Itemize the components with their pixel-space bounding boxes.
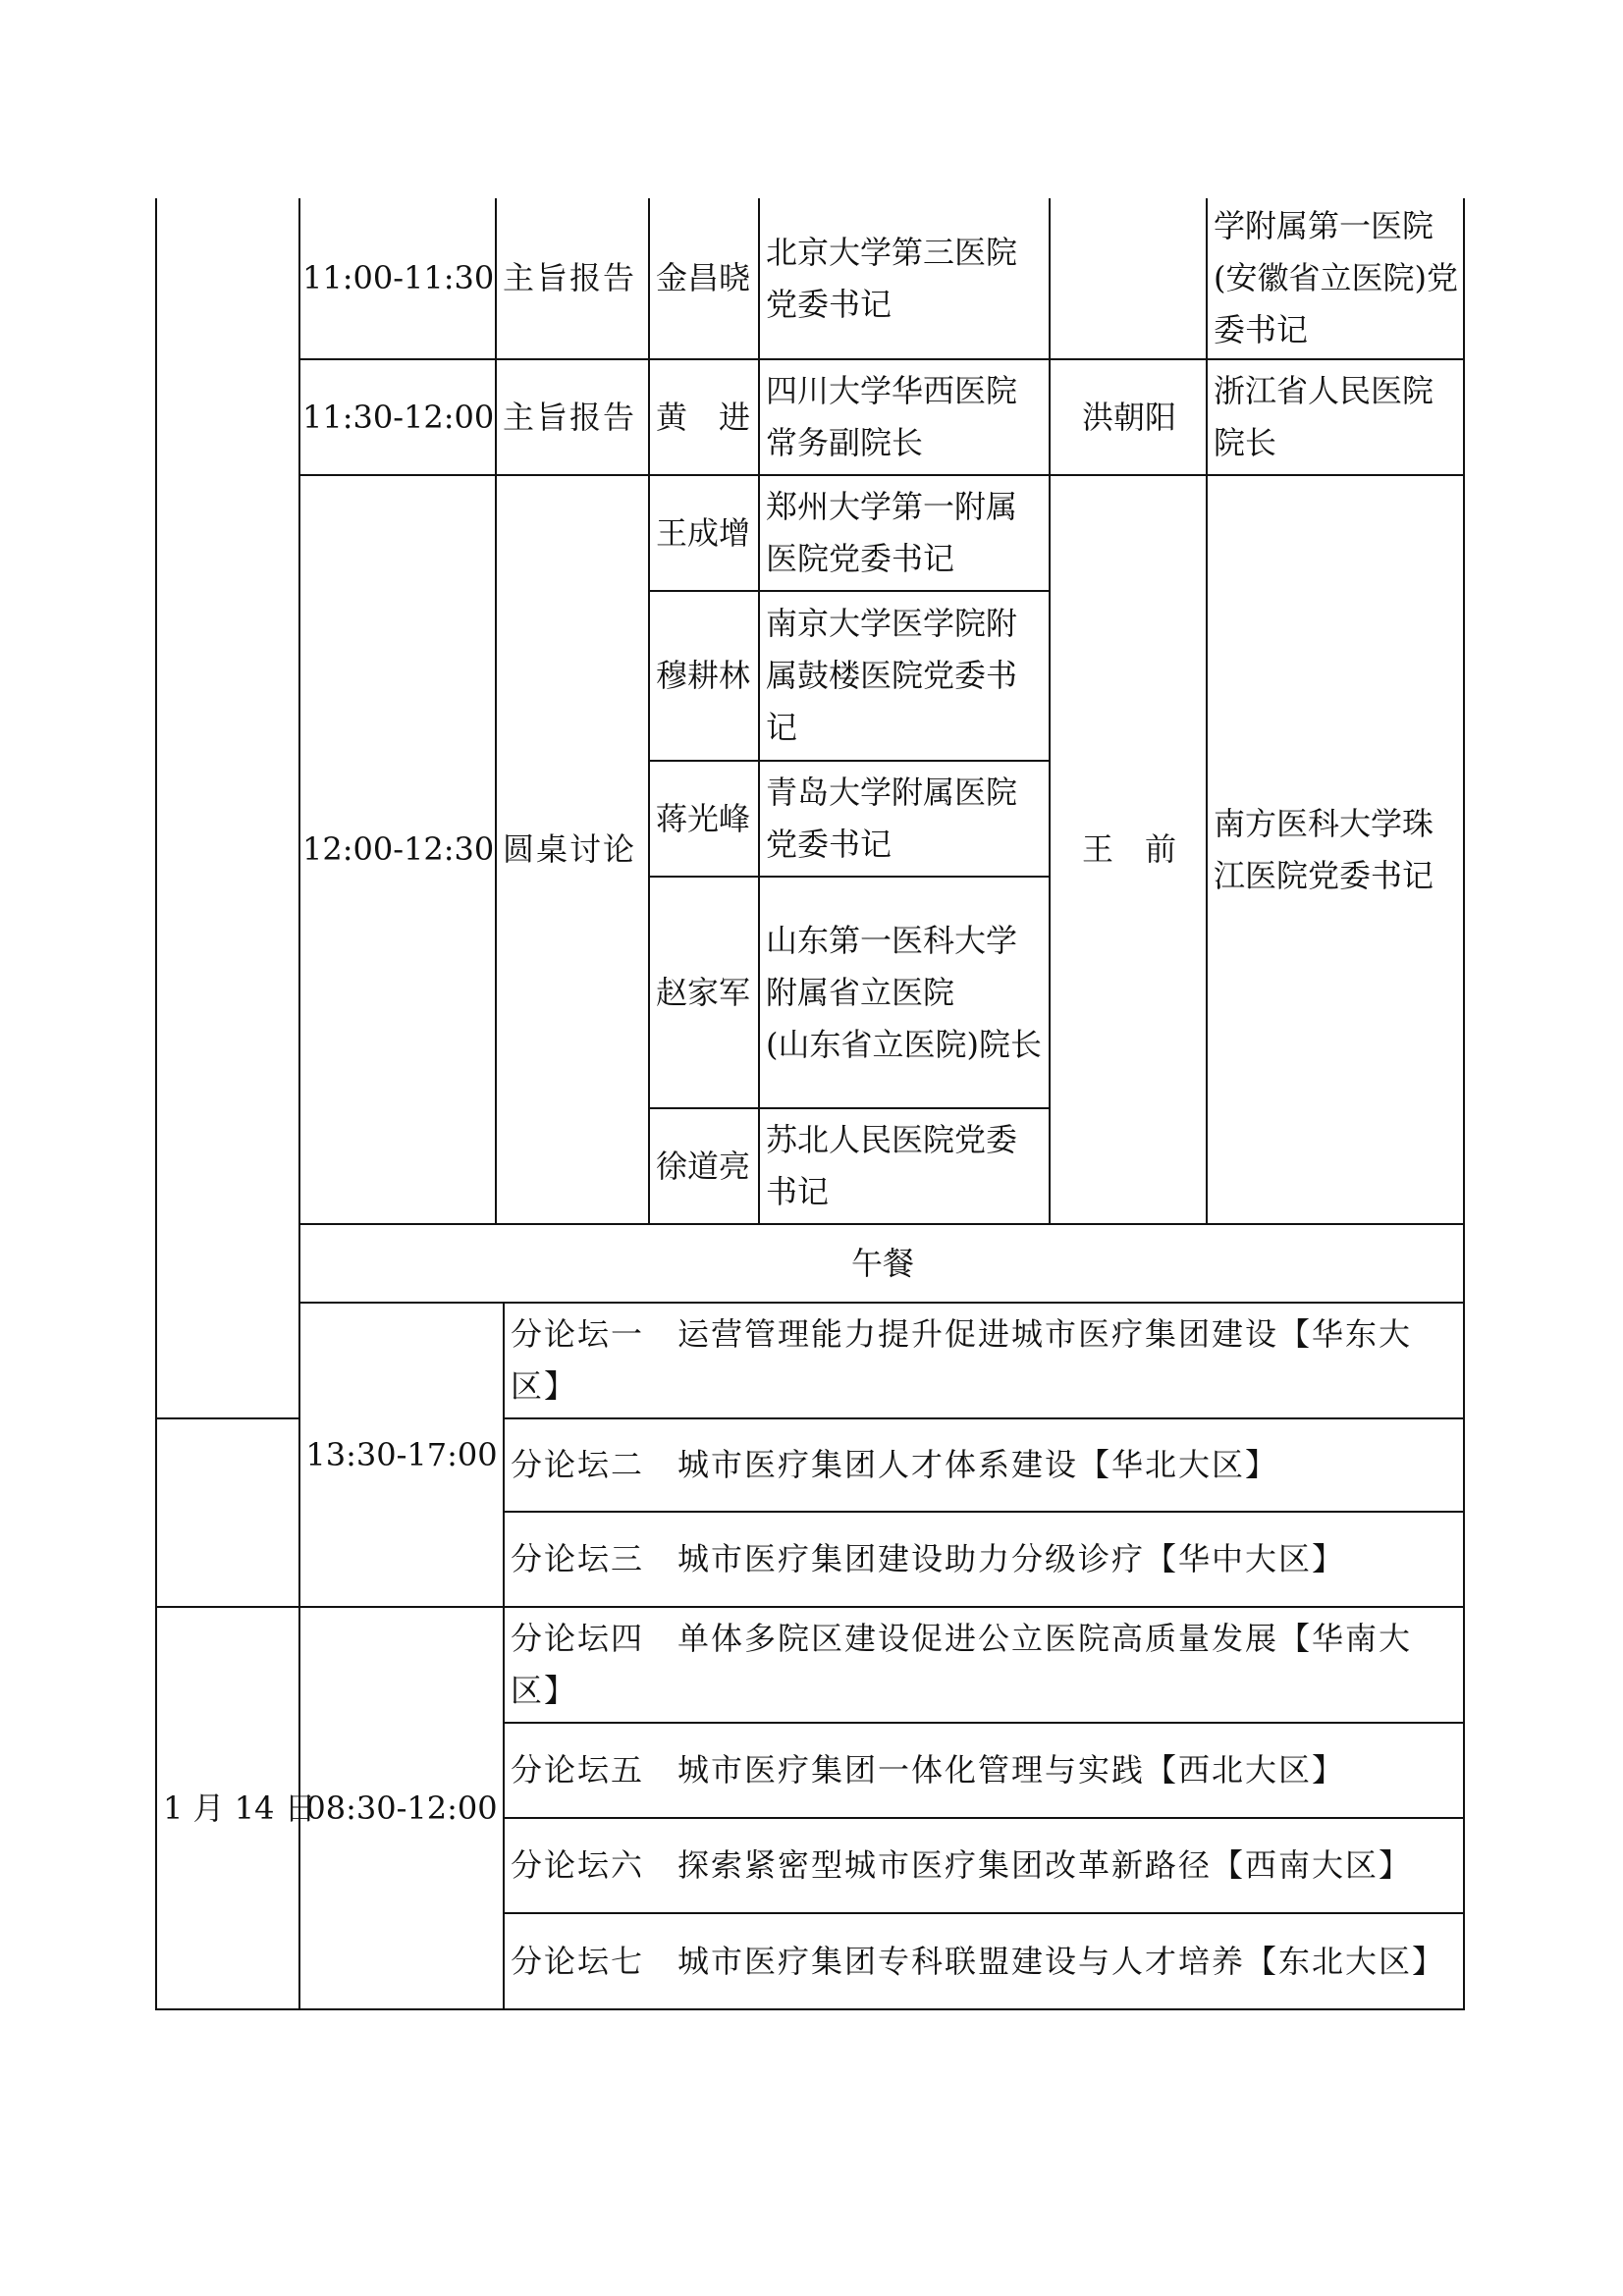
table-row [156, 1224, 1464, 1303]
host-name: 洪朝阳 [1050, 359, 1207, 475]
session-type: 主旨报告 [496, 198, 649, 359]
table-row [156, 359, 1464, 475]
speaker-affiliation: 青岛大学附属医院党委书记 [759, 761, 1050, 877]
table-row [156, 1303, 1464, 1418]
host-name: 王 前 [1050, 475, 1207, 1224]
table-row [156, 475, 1464, 591]
host-name [1050, 198, 1207, 359]
speaker-affiliation: 北京大学第三医院党委书记 [759, 198, 1050, 359]
speaker-affiliation: 郑州大学第一附属医院党委书记 [759, 475, 1050, 591]
date-cell-day2: 1 月 14 日 [156, 1607, 299, 2009]
forum-cell: 分论坛七 城市医疗集团专科联盟建设与人才培养【东北大区】 [504, 1913, 1464, 2009]
speaker-name: 徐道亮 [649, 1108, 759, 1224]
session-type: 圆桌讨论 [496, 475, 649, 1224]
speaker-name: 赵家军 [649, 877, 759, 1108]
table-row [156, 1607, 1464, 1723]
affiliation-line: 山东第一医科大学附属省立医院 [766, 921, 1018, 1011]
speaker-affiliation: 四川大学华西医院常务副院长 [759, 359, 1050, 475]
forum-cell: 分论坛三 城市医疗集团建设助力分级诊疗【华中大区】 [504, 1512, 1464, 1607]
lunch-cell: 午餐 [299, 1224, 1464, 1303]
agenda-table [155, 198, 1465, 2010]
date-cell-day1 [156, 198, 299, 1418]
session-type: 主旨报告 [496, 359, 649, 475]
table-row [156, 198, 1464, 359]
forum-cell: 分论坛一 运营管理能力提升促进城市医疗集团建设【华东大区】 [504, 1303, 1464, 1418]
affiliation-line: (山东省立医院)院长 [766, 1025, 1042, 1063]
forum-cell: 分论坛六 探索紧密型城市医疗集团改革新路径【西南大区】 [504, 1818, 1464, 1913]
time-cell: 08:30-12:00 [299, 1607, 504, 2009]
forum-cell: 分论坛四 单体多院区建设促进公立医院高质量发展【华南大区】 [504, 1607, 1464, 1723]
host-affiliation: 南方医科大学珠江医院党委书记 [1207, 475, 1464, 1224]
host-affiliation: 学附属第一医院(安徽省立医院)党委书记 [1207, 198, 1464, 359]
speaker-name: 穆耕林 [649, 591, 759, 761]
speaker-affiliation [759, 877, 1050, 1108]
host-affiliation: 浙江省人民医院院长 [1207, 359, 1464, 475]
time-cell: 13:30-17:00 [299, 1303, 504, 1607]
speaker-affiliation: 苏北人民医院党委书记 [759, 1108, 1050, 1224]
forum-cell: 分论坛五 城市医疗集团一体化管理与实践【西北大区】 [504, 1723, 1464, 1818]
forum-cell: 分论坛二 城市医疗集团人才体系建设【华北大区】 [504, 1418, 1464, 1512]
speaker-name: 黄 进 [649, 359, 759, 475]
speaker-name: 蒋光峰 [649, 761, 759, 877]
speaker-affiliation: 南京大学医学院附属鼓楼医院党委书记 [759, 591, 1050, 761]
time-cell: 12:00-12:30 [299, 475, 496, 1224]
speaker-name: 王成增 [649, 475, 759, 591]
time-cell: 11:00-11:30 [299, 198, 496, 359]
time-cell: 11:30-12:00 [299, 359, 496, 475]
speaker-name: 金昌晓 [649, 198, 759, 359]
